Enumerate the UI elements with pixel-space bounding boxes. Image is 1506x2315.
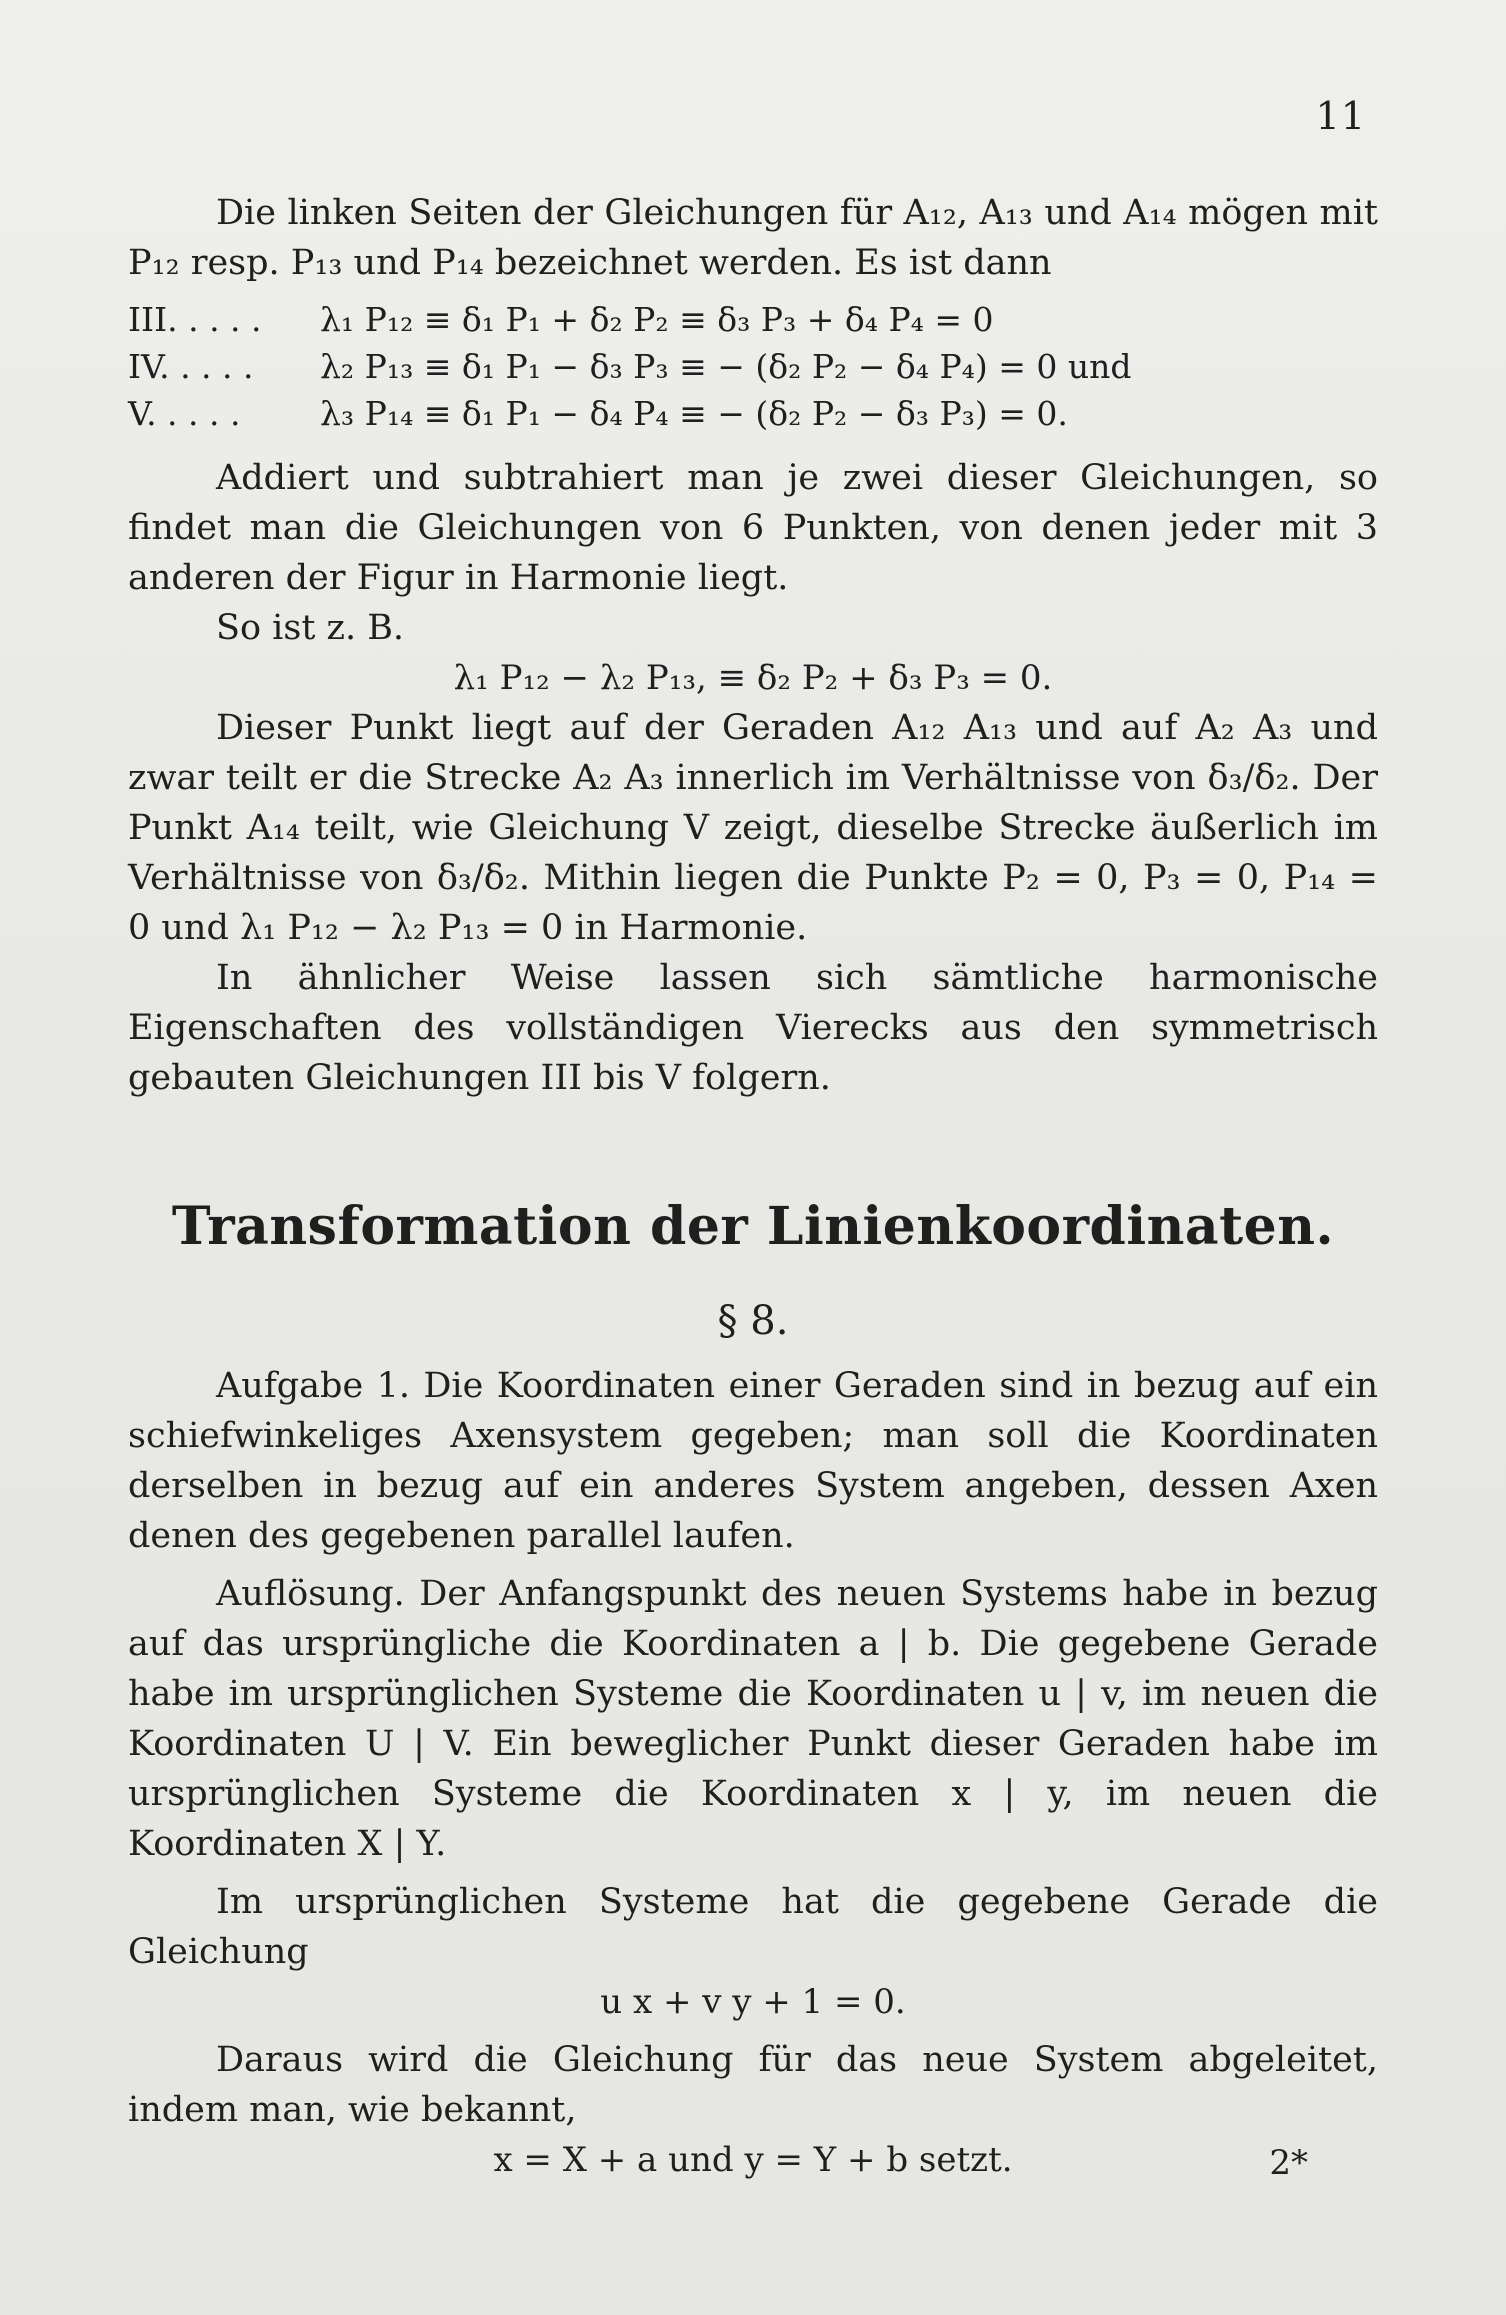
equation-label-iii: III. . . . . [128, 300, 262, 339]
equation-text-iv: λ₂ P₁₃ ≡ δ₁ P₁ − δ₃ P₃ ≡ − (δ₂ P₂ − δ₄ P₄) = 0 und [320, 347, 1132, 386]
section-number: § 8. [717, 1298, 789, 1344]
paragraph-addition-subtraction: Addiert und subtrahiert man je zwei dieser Gleichungen, so findet man die Gleichungen von 6 Punkten, von denen jeder mit 3 anderen der Figur in Harmonie liegt. [128, 458, 1378, 598]
paragraph-example-intro: So ist z. B. [216, 608, 405, 648]
paragraph-derived-equation: Daraus wird die Gleichung für das neue System abgeleitet, indem man, wie bekannt, [128, 2040, 1378, 2130]
equation-row-iv [128, 343, 1378, 390]
equation-substitution: x = X + a und y = Y + b setzt. [493, 2140, 1013, 2180]
equation-original-line: u x + v y + 1 = 0. [600, 1982, 906, 2022]
equation-label-v: V. . . . . [128, 394, 241, 433]
paragraph-point-on-lines: Dieser Punkt liegt auf der Geraden A₁₂ A₁₃ und auf A₂ A₃ und zwar teilt er die Strecke A₂ A₃ innerlich im Verhältnisse von δ₃/δ₂. Der Punkt A₁₄ teilt, wie Gleichung V zeigt, dieselbe Strecke äußerlich im Verhältnisse von δ₃/δ₂. Mithin liegen die Punkte P₂ = 0, P₃ = 0, P₁₄ = 0 und λ₁ P₁₂ − λ₂ P₁₃ = 0 in Harmonie. [128, 708, 1378, 948]
paragraph-task-1: Aufgabe 1. Die Koordinaten einer Geraden sind in bezug auf ein schiefwinkeliges Axensystem gegeben; man soll die Koordinaten derselben in bezug auf ein anderes System angeben, dessen Axen denen des gegebenen parallel laufen. [128, 1366, 1378, 1556]
page-content [128, 188, 1378, 2185]
footer-mark: 2* [1269, 2143, 1308, 2183]
equation-text-v: λ₃ P₁₄ ≡ δ₁ P₁ − δ₄ P₄ ≡ − (δ₂ P₂ − δ₃ P₃) = 0. [320, 394, 1068, 433]
paragraph-original-system: Im ursprünglichen Systeme hat die gegebene Gerade die Gleichung [128, 1882, 1378, 1972]
paragraph-harmonic-properties: In ähnlicher Weise lassen sich sämtliche harmonische Eigenschaften des vollständigen Vierecks aus den symmetrisch gebauten Gleichungen III bis V folgern. [128, 958, 1378, 1098]
paragraph-left-sides: Die linken Seiten der Gleichungen für A₁₂, A₁₃ und A₁₄ mögen mit P₁₂ resp. P₁₃ und P₁₄ bezeichnet werden. Es ist dann [128, 193, 1378, 283]
section-title: Transformation der Linienkoordinaten. [171, 1196, 1335, 1257]
page-number: 11 [1315, 94, 1366, 138]
equation-example: λ₁ P₁₂ − λ₂ P₁₃, ≡ δ₂ P₂ + δ₃ P₃ = 0. [453, 658, 1053, 698]
equation-text-iii: λ₁ P₁₂ ≡ δ₁ P₁ + δ₂ P₂ ≡ δ₃ P₃ + δ₄ P₄ = 0 [320, 300, 994, 339]
equation-row-iii [128, 296, 1378, 343]
equation-label-iv: IV. . . . . [128, 347, 254, 386]
paragraph-solution: Auflösung. Der Anfangspunkt des neuen Systems habe in bezug auf das ursprüngliche die Koordinaten a | b. Die gegebene Gerade habe im ursprünglichen Systeme die Koordinaten u | v, im neuen die Koordinaten U | V. Ein beweglicher Punkt dieser Geraden habe im ursprünglichen Systeme die Koordinaten x | y, im neuen die Koordinaten X | Y. [128, 1574, 1378, 1864]
equation-row-v [128, 390, 1378, 437]
